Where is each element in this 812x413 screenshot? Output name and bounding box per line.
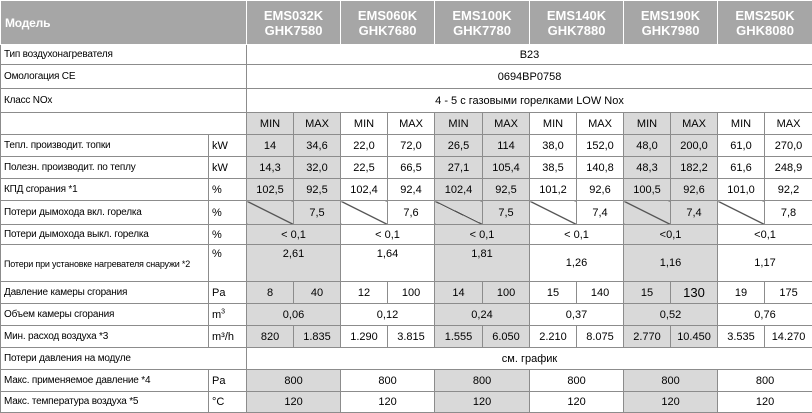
value-cell: 7,4 <box>671 201 718 225</box>
table-row <box>1 135 812 157</box>
value-cell: 32,0 <box>294 157 341 179</box>
merged-value: 0694BP0758 <box>247 65 812 89</box>
min-header: MIN <box>530 113 577 135</box>
value-cell: 66,5 <box>388 157 435 179</box>
table-row <box>1 245 812 282</box>
value-cell: 8 <box>247 282 294 304</box>
blank-cell <box>1 113 247 135</box>
value-cell: 22,0 <box>341 135 388 157</box>
row-label: Омологация CE <box>1 65 247 89</box>
table-row <box>1 348 812 370</box>
value-cell: 22,5 <box>341 157 388 179</box>
table-row <box>1 179 812 201</box>
merged-value: см. график <box>247 348 812 370</box>
value-cell: 2.770 <box>624 326 671 348</box>
merged-value: 1,26 <box>530 245 624 282</box>
value-cell: 101,2 <box>530 179 577 201</box>
row-label: Потери дымохода вкл. горелка <box>1 201 209 225</box>
value-cell: 175 <box>765 282 812 304</box>
merged-value: 800 <box>530 370 624 392</box>
value-cell: 101,0 <box>718 179 765 201</box>
value-cell: 140 <box>577 282 624 304</box>
model-column-header: EMS190K GHK7980 <box>624 1 718 45</box>
value-cell: 1.835 <box>294 326 341 348</box>
table-row <box>1 304 812 326</box>
row-label: Потери дымохода выкл. горелка <box>1 225 209 245</box>
merged-value: 800 <box>624 370 718 392</box>
row-label: Полезн. производит. по теплу <box>1 157 209 179</box>
value-cell: 105,4 <box>483 157 530 179</box>
value-cell: 3.815 <box>388 326 435 348</box>
value-cell: 26,5 <box>435 135 483 157</box>
row-label: Потери при установке нагревателя снаружи *2 <box>1 245 209 282</box>
unit-cell: Pa <box>209 282 247 304</box>
merged-value: 0,06 <box>247 304 341 326</box>
merged-value: 0,37 <box>530 304 624 326</box>
diagonal-empty-cell <box>435 201 483 225</box>
merged-value: 800 <box>247 370 341 392</box>
row-label: Потери давления на модуле <box>1 348 247 370</box>
row-label: Тепл. производит. топки <box>1 135 209 157</box>
value-cell: 19 <box>718 282 765 304</box>
value-cell: 152,0 <box>577 135 624 157</box>
value-cell: 38,0 <box>530 135 577 157</box>
unit-cell: % <box>209 245 247 282</box>
table-row <box>1 201 812 225</box>
merged-value: 1,16 <box>624 245 718 282</box>
merged-value: 1,64 <box>341 245 435 282</box>
value-cell: 114 <box>483 135 530 157</box>
value-cell: 92,5 <box>294 179 341 201</box>
value-cell: 270,0 <box>765 135 812 157</box>
unit-cell: $m^3$ <box>209 304 247 326</box>
row-label: КПД сгорания *1 <box>1 179 209 201</box>
value-cell: 3.535 <box>718 326 765 348</box>
unit-cell: m³/h <box>209 326 247 348</box>
model-column-header: EMS140K GHK7880 <box>530 1 624 45</box>
row-label: Макс. температура воздуха *5 <box>1 392 209 413</box>
merged-value: 120 <box>247 392 341 413</box>
value-cell: 38,5 <box>530 157 577 179</box>
value-cell: 61,6 <box>718 157 765 179</box>
table-row <box>1 65 812 89</box>
merged-value: 0,24 <box>435 304 530 326</box>
value-cell: 100,5 <box>624 179 671 201</box>
merged-value: 800 <box>435 370 530 392</box>
merged-value: B23 <box>247 45 812 65</box>
diagonal-empty-cell <box>530 201 577 225</box>
diagonal-empty-cell <box>247 201 294 225</box>
value-cell: 92,4 <box>388 179 435 201</box>
merged-value: 120 <box>718 392 812 413</box>
merged-value: 800 <box>718 370 812 392</box>
value-cell: 248,9 <box>765 157 812 179</box>
value-cell: 8.075 <box>577 326 624 348</box>
merged-value: < 0,1 <box>247 225 341 245</box>
max-header: MAX <box>671 113 718 135</box>
table-row <box>1 157 812 179</box>
value-cell: 820 <box>247 326 294 348</box>
unit-cell: kW <box>209 157 247 179</box>
unit-cell: % <box>209 225 247 245</box>
merged-value: 2,61 <box>247 245 341 282</box>
row-label: Мин. расход воздуха *3 <box>1 326 209 348</box>
row-label: Макс. применяемое давление *4 <box>1 370 209 392</box>
merged-value: < 0,1 <box>341 225 435 245</box>
merged-value: 0,52 <box>624 304 718 326</box>
table-row <box>1 225 812 245</box>
value-cell: 14,3 <box>247 157 294 179</box>
value-cell: 100 <box>388 282 435 304</box>
value-cell: 15 <box>624 282 671 304</box>
min-header: MIN <box>247 113 294 135</box>
value-cell: 48,0 <box>624 135 671 157</box>
max-header: MAX <box>577 113 624 135</box>
merged-value: <0,1 <box>718 225 812 245</box>
model-column-header: EMS060K GHK7680 <box>341 1 435 45</box>
value-cell: 34,6 <box>294 135 341 157</box>
merged-value: 120 <box>624 392 718 413</box>
merged-value: 120 <box>341 392 435 413</box>
value-cell: 102,5 <box>247 179 294 201</box>
merged-value: 120 <box>530 392 624 413</box>
table-row <box>1 392 812 413</box>
merged-value: <0,1 <box>624 225 718 245</box>
value-cell: 7,6 <box>388 201 435 225</box>
model-header-label: Модель <box>1 1 247 45</box>
value-cell: 2.210 <box>530 326 577 348</box>
table-row <box>1 370 812 392</box>
value-cell: 40 <box>294 282 341 304</box>
diagonal-empty-cell <box>624 201 671 225</box>
value-cell: 7,5 <box>294 201 341 225</box>
value-cell: 100 <box>483 282 530 304</box>
value-cell: 102,4 <box>341 179 388 201</box>
model-column-header: EMS250K GHK8080 <box>718 1 812 45</box>
value-cell: 61,0 <box>718 135 765 157</box>
row-label: Тип воздухонагревателя <box>1 45 247 65</box>
diagonal-empty-cell <box>718 201 765 225</box>
row-label: Класс NOx <box>1 89 247 113</box>
min-header: MIN <box>341 113 388 135</box>
unit-cell: °C <box>209 392 247 413</box>
model-column-header: EMS032K GHK7580 <box>247 1 341 45</box>
max-header: MAX <box>294 113 341 135</box>
row-label: Давление камеры сгорания <box>1 282 209 304</box>
value-cell: 1.555 <box>435 326 483 348</box>
max-header: MAX <box>388 113 435 135</box>
value-cell: 102,4 <box>435 179 483 201</box>
min-header: MIN <box>435 113 483 135</box>
unit-cell: Pa <box>209 370 247 392</box>
value-cell: 92,6 <box>577 179 624 201</box>
min-header: MIN <box>624 113 671 135</box>
unit-cell: kW <box>209 135 247 157</box>
min-header: MIN <box>718 113 765 135</box>
row-label: Объем камеры сгорания <box>1 304 209 326</box>
value-cell: 92,6 <box>671 179 718 201</box>
value-cell: 14 <box>247 135 294 157</box>
value-cell: 92,5 <box>483 179 530 201</box>
value-cell: 7,5 <box>483 201 530 225</box>
value-cell: 200,0 <box>671 135 718 157</box>
value-cell: 130 <box>671 282 718 304</box>
value-cell: 48,3 <box>624 157 671 179</box>
merged-value: 120 <box>435 392 530 413</box>
header-row <box>1 1 812 45</box>
merged-value: 1,17 <box>718 245 812 282</box>
value-cell: 14 <box>435 282 483 304</box>
diagonal-empty-cell <box>341 201 388 225</box>
table-row <box>1 326 812 348</box>
value-cell: 12 <box>341 282 388 304</box>
value-cell: 10.450 <box>671 326 718 348</box>
table-row <box>1 45 812 65</box>
unit-cell: % <box>209 201 247 225</box>
minmax-row <box>1 113 812 135</box>
max-header: MAX <box>483 113 530 135</box>
value-cell: 140,8 <box>577 157 624 179</box>
model-column-header: EMS100K GHK7780 <box>435 1 530 45</box>
value-cell: 14.270 <box>765 326 812 348</box>
merged-value: 1,81 <box>435 245 530 282</box>
value-cell: 6.050 <box>483 326 530 348</box>
value-cell: 92,2 <box>765 179 812 201</box>
merged-value: < 0,1 <box>435 225 530 245</box>
value-cell: 72,0 <box>388 135 435 157</box>
merged-value: < 0,1 <box>530 225 624 245</box>
value-cell: 7,4 <box>577 201 624 225</box>
value-cell: 7,8 <box>765 201 812 225</box>
value-cell: 182,2 <box>671 157 718 179</box>
merged-value: 4 - 5 с газовыми горелками LOW Nox <box>247 89 812 113</box>
table-row <box>1 89 812 113</box>
value-cell: 1.290 <box>341 326 388 348</box>
merged-value: 800 <box>341 370 435 392</box>
max-header: MAX <box>765 113 812 135</box>
unit-cell: % <box>209 179 247 201</box>
merged-value: 0,76 <box>718 304 812 326</box>
table-row <box>1 282 812 304</box>
merged-value: 0,12 <box>341 304 435 326</box>
value-cell: 27,1 <box>435 157 483 179</box>
value-cell: 15 <box>530 282 577 304</box>
